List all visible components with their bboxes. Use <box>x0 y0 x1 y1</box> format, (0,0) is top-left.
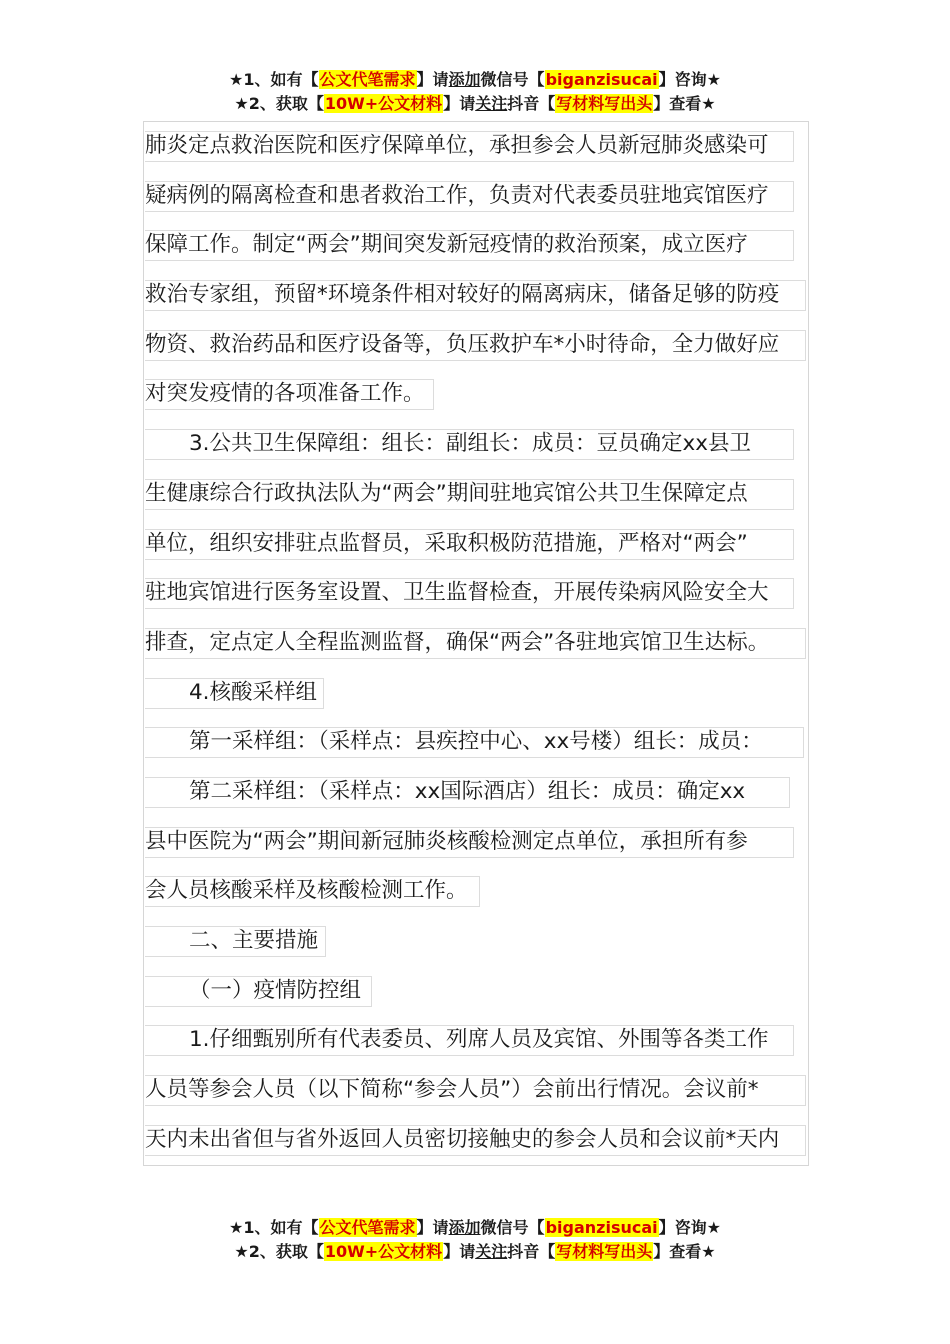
text-line: 肺炎定点救治医院和医疗保障单位，承担参会人员新冠肺炎感染可 <box>145 131 807 161</box>
text-line: 人员等参会人员（以下简称“参会人员”）会前出行情况。会议前* <box>145 1075 807 1105</box>
star-icon: ★ <box>229 1218 244 1237</box>
text-line: 4.核酸采样组 <box>145 678 807 708</box>
subsection-heading: （一）疫情防控组 <box>145 976 807 1006</box>
highlight-text: 公文代笔需求 <box>319 70 416 89</box>
text-line: 保障工作。制定“两会”期间突发新冠疫情的救治预案，成立医疗 <box>145 230 807 260</box>
text-line: 3.公共卫生保障组：组长：副组长：成员：豆员确定xx县卫 <box>145 429 807 459</box>
banner-text: 抖音【 <box>507 1242 556 1261</box>
highlight-text: 10W+公文材料 <box>324 1242 443 1261</box>
banner-text: 】咨询★ <box>658 1218 721 1237</box>
highlight-text: 公文代笔需求 <box>319 1218 416 1237</box>
banner-text: 微信号【 <box>480 70 545 89</box>
banner-line-1 <box>0 1216 950 1240</box>
underlined-text: 添加 <box>448 70 481 89</box>
douyin-account: 写材料写出头 <box>556 94 653 113</box>
banner-text: 】请 <box>443 1242 476 1261</box>
banner-text: 2、获取【 <box>248 94 324 113</box>
banner-text: 】查看★ <box>653 1242 716 1261</box>
banner-line-1 <box>0 68 950 92</box>
star-icon: ★ <box>234 1242 249 1261</box>
text-line: 生健康综合行政执法队为“两会”期间驻地宾馆公共卫生保障定点 <box>145 479 807 509</box>
underlined-text: 关注 <box>475 1242 508 1261</box>
banner-text: 】咨询★ <box>658 70 721 89</box>
text-line: 单位，组织安排驻点监督员，采取积极防范措施，严格对“两会” <box>145 529 807 559</box>
section-heading: 二、主要措施 <box>145 926 807 956</box>
banner-line-2 <box>0 92 950 116</box>
header-banner <box>0 68 950 116</box>
banner-text: 抖音【 <box>507 94 556 113</box>
text-line: 物资、救治药品和医疗设备等，负压救护车*小时待命，全力做好应 <box>145 330 807 360</box>
star-icon: ★ <box>229 70 244 89</box>
text-line: 第二采样组：（采样点：xx国际酒店）组长：成员：确定xx <box>145 777 807 807</box>
text-line: 救治专家组，预留*环境条件相对较好的隔离病床，储备足够的防疫 <box>145 280 807 310</box>
text-line: 对突发疫情的各项准备工作。 <box>145 379 807 409</box>
text-line: 县中医院为“两会”期间新冠肺炎核酸检测定点单位，承担所有参 <box>145 827 807 857</box>
banner-text: 1、如有【 <box>243 1218 319 1237</box>
text-line: 会人员核酸采样及核酸检测工作。 <box>145 876 807 906</box>
banner-text: 】请 <box>416 1218 449 1237</box>
banner-line-2 <box>0 1240 950 1264</box>
banner-text: 】查看★ <box>653 94 716 113</box>
text-line: 第一采样组：（采样点：县疾控中心、xx号楼）组长：成员： <box>145 727 807 757</box>
wechat-id: biganzisucai <box>545 70 658 89</box>
text-line: 驻地宾馆进行医务室设置、卫生监督检查，开展传染病风险安全大 <box>145 578 807 608</box>
document-body <box>145 131 807 1174</box>
wechat-id: biganzisucai <box>545 1218 658 1237</box>
banner-text: 】请 <box>416 70 449 89</box>
banner-text: 微信号【 <box>480 1218 545 1237</box>
star-icon: ★ <box>234 94 249 113</box>
text-line: 排查，定点定人全程监测监督，确保“两会”各驻地宾馆卫生达标。 <box>145 628 807 658</box>
underlined-text: 添加 <box>448 1218 481 1237</box>
text-line: 天内未出省但与省外返回人员密切接触史的参会人员和会议前*天内 <box>145 1125 807 1155</box>
underlined-text: 关注 <box>475 94 508 113</box>
banner-text: 2、获取【 <box>248 1242 324 1261</box>
highlight-text: 10W+公文材料 <box>324 94 443 113</box>
footer-banner <box>0 1216 950 1264</box>
text-line: 1.仔细甄别所有代表委员、列席人员及宾馆、外围等各类工作 <box>145 1025 807 1055</box>
text-line: 疑病例的隔离检查和患者救治工作，负责对代表委员驻地宾馆医疗 <box>145 181 807 211</box>
douyin-account: 写材料写出头 <box>556 1242 653 1261</box>
banner-text: 】请 <box>443 94 476 113</box>
banner-text: 1、如有【 <box>243 70 319 89</box>
